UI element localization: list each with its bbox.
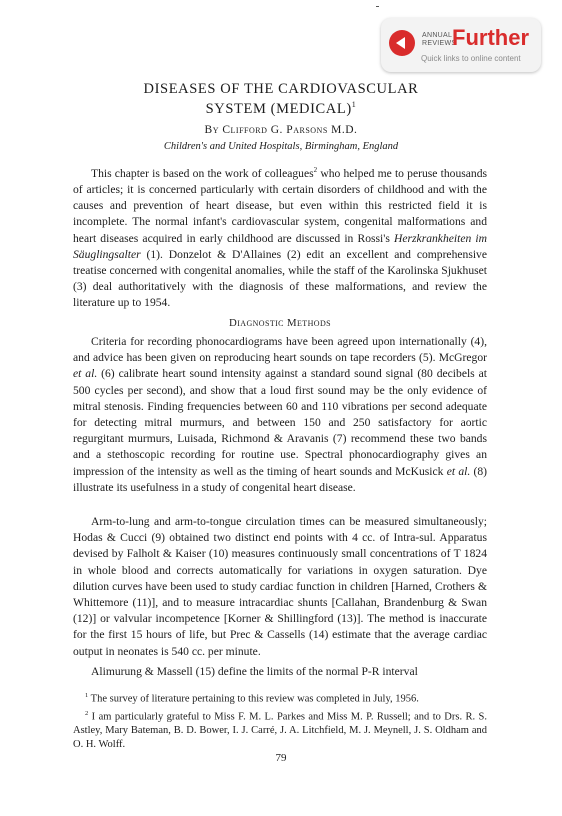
badge-quick-links-text[interactable]: Quick links to online content: [421, 54, 521, 63]
title-line-2: SYSTEM (MEDICAL): [205, 100, 352, 117]
section-heading: Diagnostic Methods: [229, 317, 331, 329]
footnote-1: [73, 689, 487, 707]
p2-text-a: Criteria for recording phonocardiograms have been agreed upon internationally (4), and advice has been given on reproducing heart sounds on tape recorders (5). McGregor: [73, 335, 487, 365]
footnote-2: [73, 707, 487, 753]
p2-etal-1: et al.: [73, 367, 98, 381]
badge-reviews-text: REVIEWS: [422, 40, 457, 47]
paragraph-phonocardiograms: [73, 334, 487, 496]
badge-further-text[interactable]: Further: [452, 25, 529, 50]
p2-text-b: (6) calibrate heart sound intensity against a standard sound signal (80 decibels at 500 cycles per second), and show that a loud first sound may be the only evidence of mitral stenosis. Finding frequencies between 60 and 110 vibrations per second adequate for detecting mitral murmurs, and between 150 and 250 satisfactory for aortic regurgitant murmurs, Luisada, Richmond & Aravanis (7) recommend these two bands and a stethoscopic recording for routine use. Spectral phonocardiography gives an impression of the intensity as well as the timing of heart sounds and McKusick: [73, 367, 487, 478]
footnote-2-text: I am particularly grateful to Miss F. M. L. Parkes and Miss M. P. Russell; and to Drs. R. S. Astley, Mary Bateman, B. D. Bower, I. J. Carré, J. A. Litchfield, M. J. Meynell, J. S. Oldham and O. H. Wolff.: [73, 711, 487, 750]
p1-footnote-mark: 2: [313, 166, 318, 174]
paragraph-pr-interval: [73, 664, 487, 680]
title-line-2-wrap: [0, 97, 562, 117]
p2-text-c: (8) illustrate its usefulness in a study of congenital heart disease.: [73, 464, 488, 494]
title-footnote-mark: 1: [351, 100, 357, 109]
p1-book-title: Herzkrankheiten im Säuglingsalter: [73, 231, 487, 261]
p3-text: Arm-to-lung and arm-to-tongue circulation times can be measured simultaneously; Hodas & Cucci (9) obtained two distinct end points with 4 cc. of Intra-sul. Apparatus devised by Falholt & Kaiser (10) measures continuously small concentrations of T 1824 in whole blood and corrects automatically for variations in oxygen saturation. Dye dilution curves have been used to study cardiac function in children [Harned, Crothers & Whittemore (11)], and to measure intracardiac shunts [Callahan, Brandenburg & Swan (12)] or valvular incompetence [Korner & Shillingford (13)]. The method is inaccurate for the first 15 hours of life, but Prec & Cassells (14) estimate that the average cardiac output in neonates is 540 cc. per minute.: [73, 515, 487, 658]
footnote-1-text: The survey of literature pertaining to this review was completed in July, 1956.: [88, 693, 419, 705]
article-author: By Clifford G. Parsons M.D.: [204, 124, 358, 136]
p1-text-c: (1). Donzelot & D'Allaines (2) edit an excellent and comprehensive treatise concerned with congenital anomalies, while the staff of the Karolinska Sjukhuset (3) deal authoritatively with the diagnosis of these malformations, and review the literature up to 1954.: [73, 247, 487, 310]
badge-annual-text: ANNUAL: [422, 32, 453, 39]
footnote-1-mark: 1: [85, 692, 89, 699]
page-number: 79: [275, 752, 287, 764]
p2-etal-2: et al.: [446, 464, 471, 478]
paragraph-intro: [73, 162, 487, 312]
further-badge[interactable]: [381, 18, 541, 72]
p1-text-a: This chapter is based on the work of colleagues: [91, 166, 314, 180]
further-logo-icon: [389, 30, 415, 56]
paragraph-circulation-times: [73, 514, 487, 660]
article-title: [0, 81, 562, 117]
footnote-2-mark: 2: [85, 709, 89, 717]
title-line-1: DISEASES OF THE CARDIOVASCULAR: [143, 81, 419, 97]
scan-mark: [376, 6, 379, 7]
p1-text-b: who helped me to peruse thousands of articles; it is concerned particularly with certain disorders of childhood and with the causes and prevention of heart disease, but even within this restricted field it is incomplete. The normal infant's cardiovascular system, congenital malformations and heart diseases acquired in early childhood are discussed in Rossi's: [73, 166, 488, 245]
article-affiliation: Children's and United Hospitals, Birmingham, England: [163, 141, 399, 152]
p4-text: Alimurung & Massell (15) define the limits of the normal P-R interval: [91, 665, 418, 678]
footnotes: [73, 689, 487, 752]
